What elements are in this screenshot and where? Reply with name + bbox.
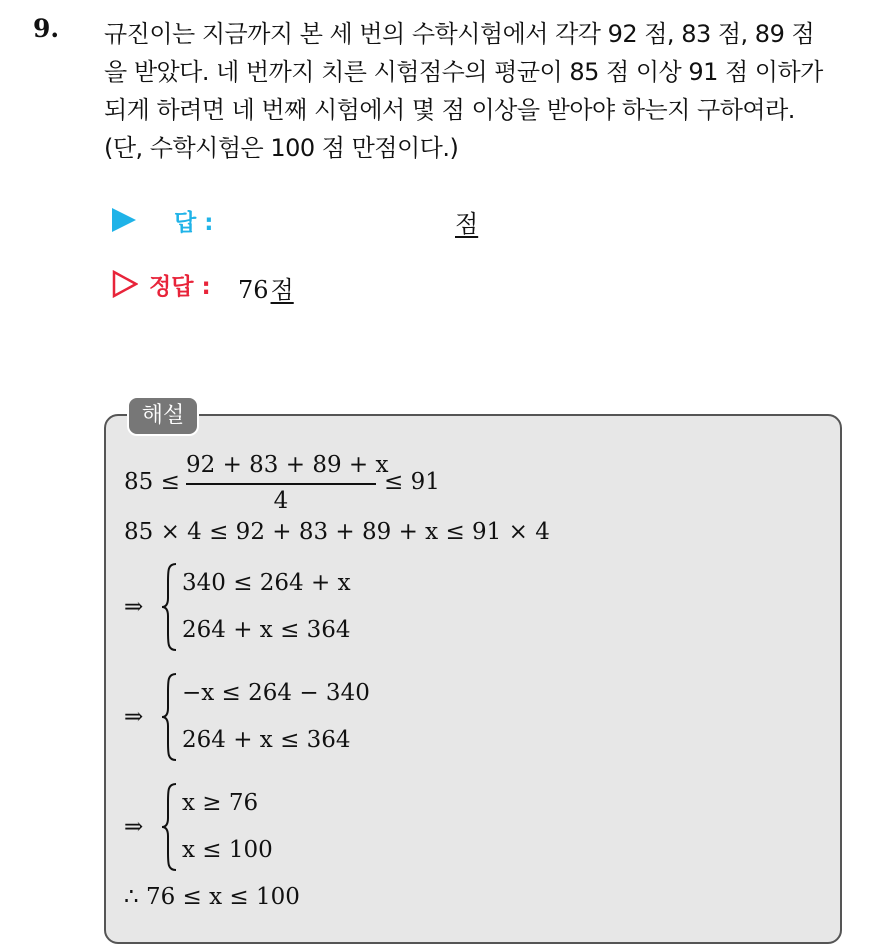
answer-row bbox=[112, 204, 512, 240]
question-line-1: 규진이는 지금까지 본 세 번의 수학시험에서 각각 92 점, 83 점, 89 점 bbox=[104, 20, 815, 48]
question-number: 9. bbox=[33, 14, 60, 43]
system1-implies: ⇒ bbox=[124, 594, 144, 620]
fraction-bar bbox=[186, 483, 376, 485]
left-brace-icon bbox=[160, 782, 180, 872]
step1-left: 85 ≤ bbox=[124, 469, 180, 495]
correct-answer-unit: 점 bbox=[270, 276, 294, 304]
left-brace-icon bbox=[160, 672, 180, 762]
conclusion: ∴ 76 ≤ x ≤ 100 bbox=[124, 884, 300, 910]
answer-unit: 점 bbox=[455, 210, 479, 238]
step1-denominator: 4 bbox=[273, 488, 289, 514]
answer-label: 답 : bbox=[174, 210, 214, 236]
system2-implies: ⇒ bbox=[124, 704, 144, 730]
correct-answer-number: 76 bbox=[238, 276, 269, 304]
step1-numerator: 92 + 83 + 89 + x bbox=[186, 452, 389, 478]
correct-answer-label: 정답 : bbox=[149, 274, 211, 300]
correct-answer-row bbox=[112, 268, 412, 304]
outline-arrow-icon bbox=[112, 270, 138, 298]
step1-right: ≤ 91 bbox=[384, 469, 440, 495]
system2-line1: −x ≤ 264 − 340 bbox=[182, 680, 370, 706]
system2-line2: 264 + x ≤ 364 bbox=[182, 727, 351, 753]
step2: 85 × 4 ≤ 92 + 83 + 89 + x ≤ 91 × 4 bbox=[124, 519, 550, 545]
system1-line2: 264 + x ≤ 364 bbox=[182, 617, 351, 643]
system3-line2: x ≤ 100 bbox=[182, 837, 273, 863]
question-line-3: 되게 하려면 네 번째 시험에서 몇 점 이상을 받아야 하는지 구하여라. bbox=[104, 96, 795, 124]
system1-line1: 340 ≤ 264 + x bbox=[182, 570, 351, 596]
correct-answer-value bbox=[238, 270, 294, 305]
system3-line1: x ≥ 76 bbox=[182, 790, 259, 816]
play-arrow-icon bbox=[112, 208, 136, 232]
solution-tab: 해설 bbox=[127, 396, 199, 436]
question-line-2: 을 받았다. 네 번까지 치른 시험점수의 평균이 85 점 이상 91 점 이하가 bbox=[104, 58, 823, 86]
question-line-4: (단, 수학시험은 100 점 만점이다.) bbox=[104, 134, 459, 162]
left-brace-icon bbox=[160, 562, 180, 652]
system3-implies: ⇒ bbox=[124, 814, 144, 840]
